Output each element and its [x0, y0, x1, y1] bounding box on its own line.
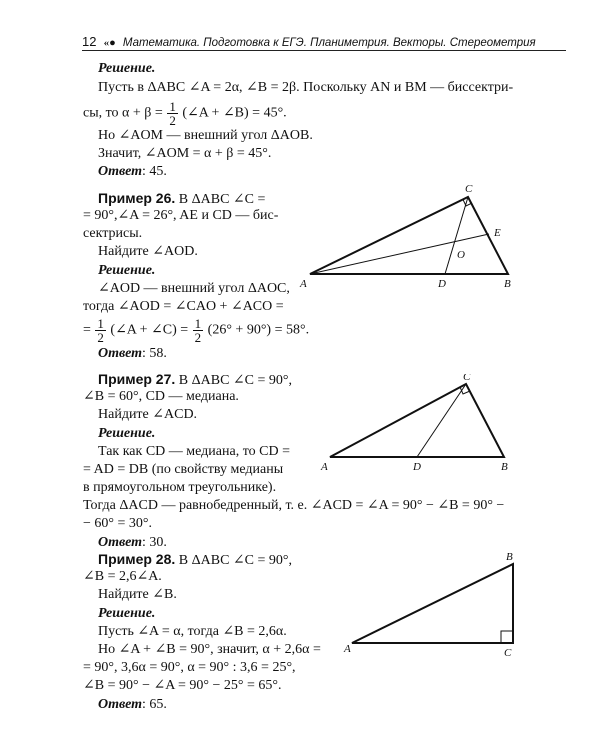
label-e: E: [494, 227, 501, 239]
ex28-line-2: ∠B = 2,6∠A.: [83, 569, 162, 584]
ex27-line-5: = AD = DB (по свойству медианы: [83, 462, 284, 477]
ex27-line-7: Тогда ΔACD — равнобедренный, т. е. ∠ACD = ∠A = 90° − ∠B = 90° −: [83, 498, 505, 513]
ex28-line-1: Пример 28. В ΔABC ∠C = 90°,: [98, 551, 292, 568]
running-header: [82, 34, 566, 48]
ex25-line-2: сы, то α + β = $\frac{1}{2}$ (∠A + ∠B) = 45°.: [83, 99, 287, 128]
ex26-line-6: тогда ∠AOD = ∠CAO + ∠ACO =: [83, 299, 284, 314]
label-d: D: [438, 278, 446, 290]
triangle-abc: [310, 197, 508, 274]
ex27-line-2: ∠B = 60°, CD — медиана.: [83, 389, 239, 404]
fraction-half: $\frac{1}{2}$: [169, 99, 176, 128]
label-c: C: [463, 374, 471, 383]
ex27-triangle-figure: [316, 374, 526, 474]
ex27-solution-label: Решение.: [98, 426, 156, 441]
ex28-line-3: Найдите ∠B.: [98, 587, 177, 602]
ex26-line-7: = $\frac{1}{2}$ (∠A + ∠C) = $\frac{1}{2}$ (26° + 90°) = 58°.: [83, 316, 310, 345]
ex28-title: Пример 28.: [98, 551, 176, 567]
header-mark: «●: [103, 37, 116, 49]
ex28-answer: Ответ: 65.: [98, 697, 167, 712]
label-a: A: [321, 461, 328, 473]
ex28-line-4: Пусть ∠A = α, тогда ∠B = 2,6α.: [98, 624, 287, 639]
triangle-abc: [352, 564, 513, 643]
header-rule: [82, 50, 566, 51]
ex27-line-8: − 60° = 30°.: [83, 516, 152, 531]
ex26-line-4: Найдите ∠AOD.: [98, 244, 198, 259]
ex25-line-4: Значит, ∠AOM = α + β = 45°.: [98, 146, 272, 161]
ex26-solution-label: Решение.: [98, 263, 156, 278]
ex26-line-5: ∠AOD — внешний угол ΔAOC,: [98, 281, 290, 296]
ex26-line-3: сектрисы.: [83, 226, 143, 241]
ex28-line-6: = 90°, 3,6α = 90°, α = 90° : 3,6 = 25°,: [83, 660, 296, 675]
label-a: A: [300, 278, 307, 290]
ex25-answer: Ответ: 45.: [98, 164, 167, 179]
fraction-half: $\frac{1}{2}$: [97, 316, 104, 345]
right-angle-mark: [501, 631, 513, 643]
fraction-half: $\frac{1}{2}$: [194, 316, 202, 345]
header-title: Математика. Подготовка к ЕГЭ. Планиметрия. Векторы. Стереометрия: [122, 37, 536, 49]
ex28-triangle-figure: [340, 550, 530, 660]
ex26-line-1: Пример 26. В ΔABC ∠C =: [98, 190, 266, 207]
median-cd: [417, 384, 466, 457]
label-a: A: [344, 643, 351, 655]
ex26-answer: Ответ: 58.: [98, 346, 167, 361]
ex26-triangle-figure: [296, 180, 526, 292]
label-c: C: [465, 183, 473, 195]
ex28-line-7: ∠B = 90° − ∠A = 90° − 25° = 65°.: [83, 678, 282, 693]
label-b: B: [504, 278, 511, 290]
ex28-line-5: Но ∠A + ∠B = 90°, значит, α + 2,6α =: [98, 642, 321, 657]
label-c: C: [504, 647, 512, 659]
ex25-line-1: Пусть в ΔABC ∠A = 2α, ∠B = 2β. Поскольку AN и BM — биссектри-: [98, 80, 514, 95]
label-b: B: [501, 461, 508, 473]
ex27-line-3: Найдите ∠ACD.: [98, 407, 198, 422]
ex28-solution-label: Решение.: [98, 606, 156, 621]
ex25-line-3: Но ∠AOM — внешний угол ΔAOB.: [98, 128, 313, 143]
ex27-title: Пример 27.: [98, 371, 176, 387]
triangle-abc: [330, 384, 504, 457]
label-o: O: [457, 249, 465, 261]
ex27-line-4: Так как CD — медиана, то CD =: [98, 444, 290, 459]
ex25-solution-label: Решение.: [98, 61, 156, 76]
page-number: 12: [82, 34, 97, 49]
bisector-cd: [445, 197, 468, 274]
ex27-line-1: Пример 27. В ΔABC ∠C = 90°,: [98, 371, 292, 388]
ex26-line-2: = 90°,∠A = 26°, AE и CD — бис-: [83, 208, 279, 223]
label-b: B: [506, 551, 513, 563]
ex26-title: Пример 26.: [98, 190, 176, 206]
label-d: D: [413, 461, 421, 473]
ex27-line-6: в прямоугольном треугольнике).: [83, 480, 277, 495]
ex27-answer: Ответ: 30.: [98, 535, 167, 550]
